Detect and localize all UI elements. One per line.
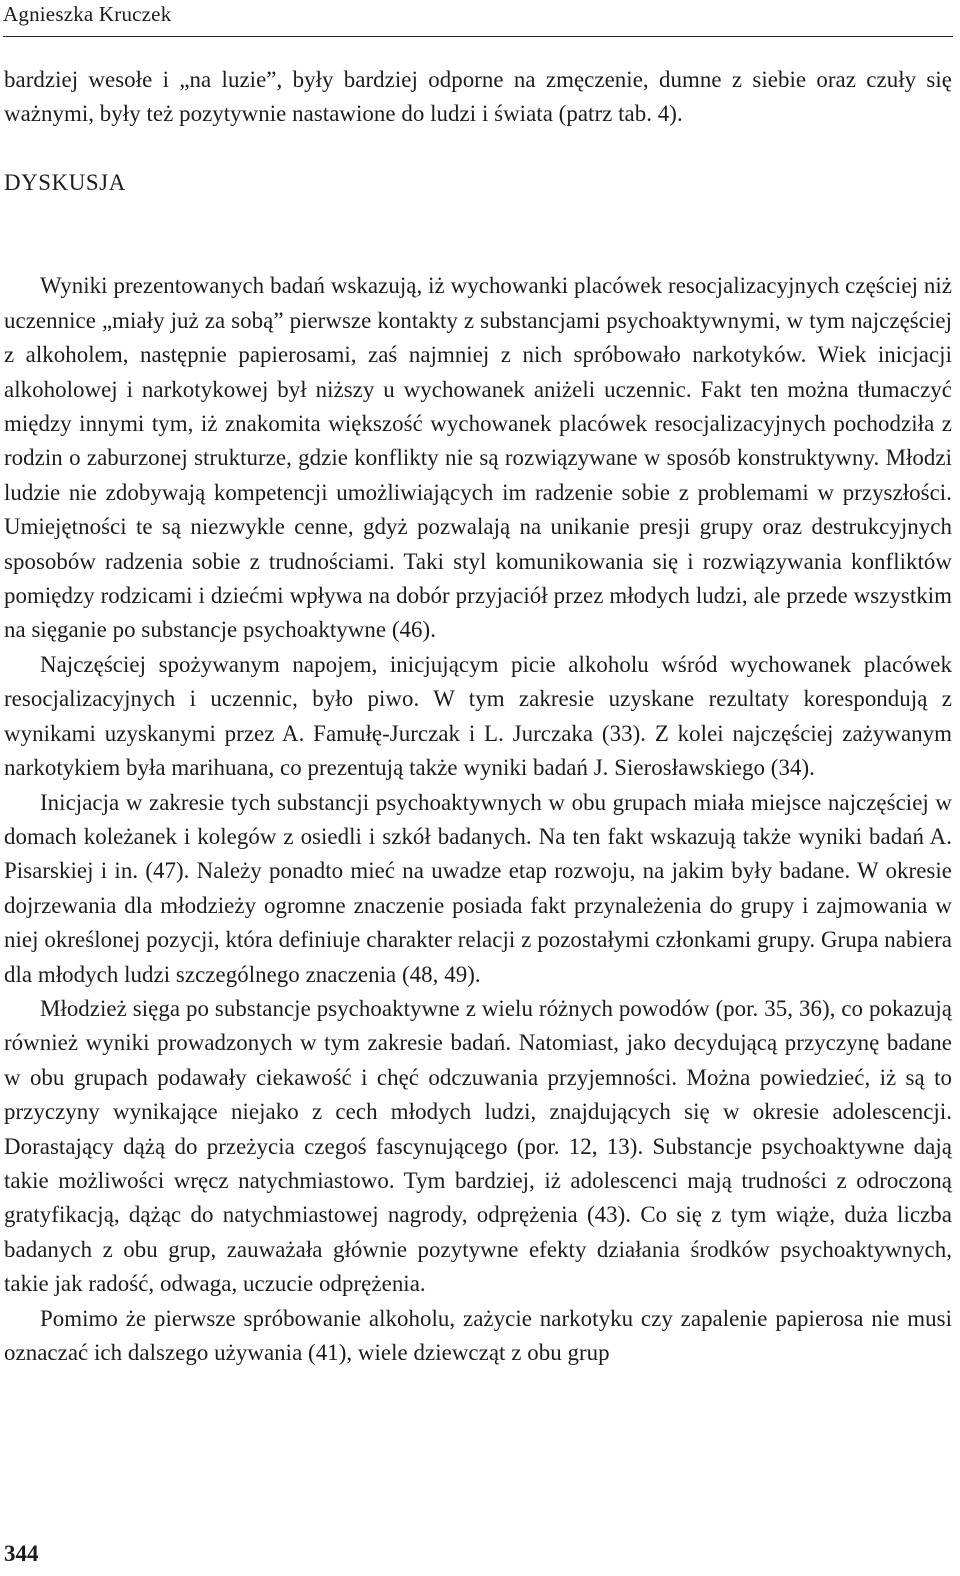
article-body <box>4 63 952 1370</box>
author-name: Agnieszka Kruczek <box>3 2 172 26</box>
section-heading-block <box>4 132 952 270</box>
intro-paragraph: bardziej wesołe i „na luzie”, były bardziej odporne na zmęczenie, dumne z siebie oraz czuły się ważnymi, były też pozytywnie nastawione do ludzi i świata (patrz tab. 4). <box>4 67 952 127</box>
body-paragraph: Inicjacja w zakresie tych substancji psychoaktywnych w obu grupach miała miejsce najczęściej w domach koleżanek i kolegów z osiedli i szkół badanych. Na ten fakt wskazują także wyniki badań A. Pisarskiej i in. (47). Należy ponadto mieć na uwadze etap rozwoju, na jakim były badane. W okresie dojrzewania dla młodzieży ogromne znaczenie posiada fakt przynależenia do grupy i zajmowania w niej określonej pozycji, która definiuje charakter relacji z pozostałymi członkami grupy. Grupa nabiera dla młodych ludzi szczególnego znaczenia (48, 49). <box>4 789 952 987</box>
body-paragraph: Najczęściej spożywanym napojem, inicjującym picie alkoholu wśród wychowanek placówek resocjalizacyjnych i uczennic, było piwo. W tym zakresie uzyskane rezultaty korespondują z wynikami uzyskanymi przez A. Famułę-Jurczak i L. Jurczaka (33). Z kolei najczęściej zażywanym narkotykiem była marihuana, co prezentują także wyniki badań J. Sierosławskiego (34). <box>4 651 952 781</box>
body-paragraph: Pomimo że pierwsze spróbowanie alkoholu, zażycie narkotyku czy zapalenie papierosa nie musi oznaczać ich dalszego używania (41), wiele dziewcząt z obu grup <box>4 1305 952 1365</box>
running-header <box>3 0 953 37</box>
body-paragraph: Wyniki prezentowanych badań wskazują, iż wychowanki placówek resocjalizacyjnych częściej niż uczennice „miały już za sobą” pierwsze kontakty z substancjami psychoaktywnymi, w tym najczęściej z alkoholem, następnie papierosami, zaś najmniej z nich spróbowało narkotyków. Wiek inicjacji alkoholowej i narkotykowej był niższy u wychowanek aniżeli uczennic. Fakt ten można tłumaczyć między innymi tym, iż znakomita większość wychowanek placówek resocjalizacyjnych pochodziła z rodzin o zaburzonej strukturze, gdzie konflikty nie są rozwiązywane w sposób konstruktywny. Młodzi ludzie nie zdobywają kompetencji umożliwiających im radzenie sobie z problemami w przyszłości. Umiejętności te są niezwykle cenne, gdyż pozwalają na unikanie presji grupy oraz destrukcyjnych sposobów radzenia sobie z trudnościami. Taki styl komunikowania się i rozwiązywania konfliktów pomiędzy rodzicami i dziećmi wpływa na dobór przyjaciół przez młodych ludzi, ale przede wszystkim na sięganie po substancje psychoaktywne (46). <box>4 273 952 643</box>
body-paragraph: Młodzież sięga po substancje psychoaktywne z wielu różnych powodów (por. 35, 36), co pokazują również wyniki prowadzonych w tym zakresie badań. Natomiast, jako decydującą przyczynę badane w obu grupach podawały ciekawość i chęć odczuwania przyjemności. Można powiedzieć, iż są to przyczyny wynikające niejako z cech młodych ludzi, znajdujących się w okresie adolescencji. Dorastający dążą do przeżycia czegoś fascynującego (por. 12, 13). Substancje psychoaktywne dają takie możliwości wręcz natychmiastowo. Tym bardziej, iż adolescenci mają trudności z odroczoną gratyfikacją, dążąc do natychmiastowej nagrody, odprężenia (43). Co się z tym wiąże, duża liczba badanych z obu grup, zauważała głównie pozytywne efekty działania środków psychoaktywnych, takie jak radość, odwaga, uczucie odprężenia. <box>4 995 952 1297</box>
section-heading: DYSKUSJA <box>4 170 126 196</box>
page-number: 344 <box>4 1541 39 1566</box>
